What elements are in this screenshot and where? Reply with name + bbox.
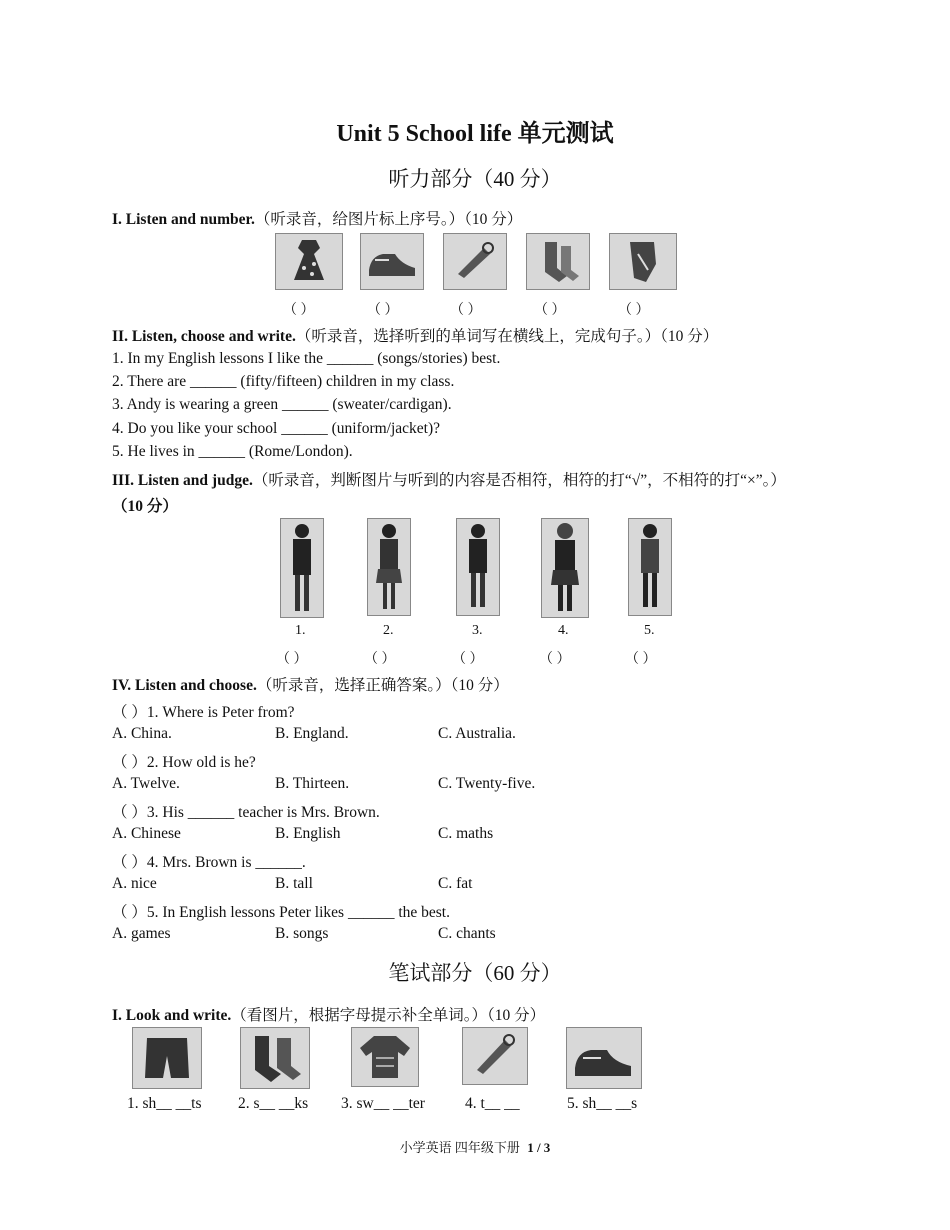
answer-blank[interactable]: （ ） xyxy=(112,754,147,771)
answer-blank[interactable]: （ ） xyxy=(112,904,147,921)
page-title: Unit 5 School life 单元测试 xyxy=(336,121,614,147)
word-hint: 2. s__ __ks xyxy=(238,1095,309,1112)
mc-question: （ ）1. Where is Peter from? xyxy=(112,704,295,721)
person-icon xyxy=(280,518,324,618)
listen-choose-title: IV. Listen and choose. xyxy=(112,677,257,694)
answer-blank[interactable]: （ ） xyxy=(539,652,571,667)
option-b: B. tall xyxy=(275,875,313,892)
option-b: B. English xyxy=(275,825,341,842)
picture-number: 2. xyxy=(383,623,394,638)
tie-icon xyxy=(443,233,507,290)
person-icon xyxy=(628,518,672,616)
listen-number-instruction: （听录音，给图片标上序号。）（10 分） xyxy=(254,211,523,228)
gloves-icon xyxy=(609,233,677,290)
option-c: C. fat xyxy=(438,875,473,892)
picture-number: 3. xyxy=(472,623,483,638)
listen-number-heading xyxy=(112,207,522,229)
sweater-icon xyxy=(351,1027,419,1087)
option-c: C. Twenty-five. xyxy=(438,775,536,792)
listen-choose-write-instruction: （听录音，选择听到的单词写在横线上，完成句子。）（10 分） xyxy=(295,328,719,345)
option-c: C. maths xyxy=(438,825,494,842)
listen-number-title: I. Listen and number. xyxy=(112,211,255,228)
answer-blank[interactable]: （ ） xyxy=(367,303,399,318)
picture-number: 1. xyxy=(295,623,306,638)
listen-choose-write-title: II. Listen, choose and write. xyxy=(112,328,296,345)
question-line: 3. Andy is wearing a green ______ (sweater/cardigan). xyxy=(112,396,452,413)
writing-section-header: 笔试部分（60 分） xyxy=(388,961,562,985)
listen-judge-title: III. Listen and judge. xyxy=(112,472,253,489)
word-hint: 5. sh__ __s xyxy=(567,1095,638,1112)
page-number: 1 / 3 xyxy=(527,1140,551,1155)
shorts-icon xyxy=(132,1027,202,1089)
listen-choose-heading xyxy=(112,673,509,695)
answer-blank[interactable]: （ ） xyxy=(450,303,482,318)
option-c: C. Australia. xyxy=(438,725,516,742)
question-line: 4. Do you like your school ______ (uniform/jacket)? xyxy=(112,420,441,437)
page-footer xyxy=(0,1137,950,1156)
answer-blank[interactable]: （ ） xyxy=(112,704,147,721)
answer-blank[interactable]: （ ） xyxy=(276,652,308,667)
option-a: A. Chinese xyxy=(112,825,181,842)
option-b: B. songs xyxy=(275,925,329,942)
person-icon xyxy=(367,518,411,616)
footer-book: 小学英语 四年级下册 xyxy=(399,1140,520,1155)
look-write-instruction: （看图片，根据字母提示补全单词。）（10 分） xyxy=(231,1007,546,1024)
answer-blank[interactable]: （ ） xyxy=(364,652,396,667)
option-c: C. chants xyxy=(438,925,496,942)
listen-choose-write-heading xyxy=(112,324,718,346)
word-hint: 3. sw__ __ter xyxy=(341,1095,425,1112)
dress-icon xyxy=(275,233,343,290)
shoes-icon xyxy=(566,1027,642,1089)
mc-question: （ ）2. How old is he? xyxy=(112,754,256,771)
answer-blank[interactable]: （ ） xyxy=(452,652,484,667)
option-a: A. games xyxy=(112,925,171,942)
person-icon xyxy=(541,518,589,618)
question-line: 1. In my English lessons I like the ______ (songs/stories) best. xyxy=(112,350,501,367)
listen-choose-instruction: （听录音，选择正确答案。）（10 分） xyxy=(256,677,509,694)
mc-question: （ ）4. Mrs. Brown is ______. xyxy=(112,854,306,871)
look-write-title: I. Look and write. xyxy=(112,1007,232,1024)
answer-blank[interactable]: （ ） xyxy=(112,854,147,871)
listening-section-header: 听力部分（40 分） xyxy=(388,167,562,191)
person-icon xyxy=(456,518,500,616)
answer-blank[interactable]: （ ） xyxy=(618,303,650,318)
socks-icon xyxy=(526,233,590,290)
socks-icon xyxy=(240,1027,310,1089)
answer-blank[interactable]: （ ） xyxy=(112,804,147,821)
answer-blank[interactable]: （ ） xyxy=(534,303,566,318)
option-b: B. Thirteen. xyxy=(275,775,350,792)
answer-blank[interactable]: （ ） xyxy=(283,303,315,318)
option-a: A. China. xyxy=(112,725,172,742)
option-a: A. nice xyxy=(112,875,157,892)
listen-judge-heading xyxy=(112,468,786,490)
answer-blank[interactable]: （ ） xyxy=(625,652,657,667)
listen-judge-instruction: （听录音，判断图片与听到的内容是否相符，相符的打“√”，不相符的打“×”。） xyxy=(252,472,786,489)
option-a: A. Twelve. xyxy=(112,775,180,792)
word-hint: 4. t__ __ xyxy=(465,1095,520,1112)
mc-question: （ ）3. His ______ teacher is Mrs. Brown. xyxy=(112,804,380,821)
question-line: 5. He lives in ______ (Rome/London). xyxy=(112,443,353,460)
question-line: 2. There are ______ (fifty/fifteen) children in my class. xyxy=(112,373,455,390)
word-hint: 1. sh__ __ts xyxy=(127,1095,202,1112)
picture-number: 5. xyxy=(644,623,655,638)
tie-icon xyxy=(462,1027,528,1085)
option-b: B. England. xyxy=(275,725,349,742)
mc-question: （ ）5. In English lessons Peter likes ______ the best. xyxy=(112,904,450,921)
picture-number: 4. xyxy=(558,623,569,638)
look-write-heading xyxy=(112,1003,545,1025)
listen-judge-score: （10 分） xyxy=(112,498,178,515)
shoes-icon xyxy=(360,233,424,290)
